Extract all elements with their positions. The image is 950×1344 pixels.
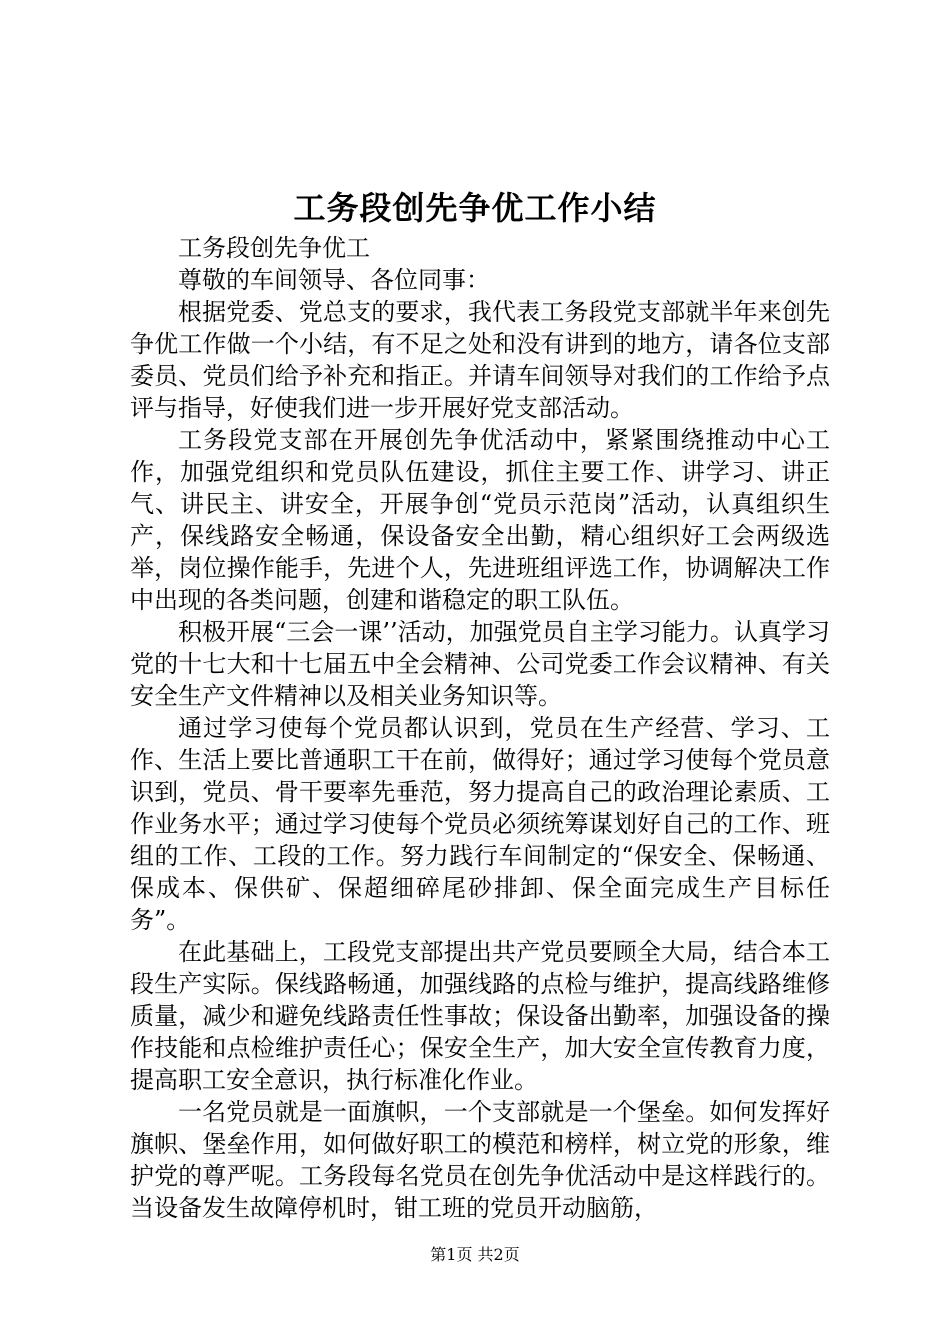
paragraph-activities: 工务段党支部在开展创先争优活动中，紧紧围绕推动中心工作，加强党组织和党员队伍建设，抓住主要工作、讲学习、讲正气、讲民主、讲安全，开展争创“党员示范岗”活动，认真组织生产，保线路安全畅通，保设备安全出勤，精心组织好工会两级选举，岗位操作能手，先进个人，先进班组评选工作，协调解决工作中出现的各类问题，创建和谐稳定的职工队伍。 xyxy=(130,426,830,614)
paragraph-banner: 一名党员就是一面旗帜，一个支部就是一个堡垒。如何发挥好旗帜、堡垒作用，如何做好职工的模范和榜样，树立党的形象，维护党的尊严呢。工务段每名党员在创先争优活动中是这样践行的。当设备发生故障停机时，钳工班的党员开动脑筋， xyxy=(130,1098,830,1222)
paragraph-subtitle: 工务段创先争优工 xyxy=(178,234,370,262)
paragraph-study: 积极开展“三会一课’’活动，加强党员自主学习能力。认真学习党的十七大和十七届五中全会精神、公司党委工作会议精神、有关安全生产文件精神以及相关业务知识等。 xyxy=(130,618,830,710)
paragraph-salutation: 尊敬的车间领导、各位同事： xyxy=(178,266,490,294)
paragraph-awareness: 通过学习使每个党员都认识到，党员在生产经营、学习、工作、生活上要比普通职工干在前，做得好；通过学习使每个党员意识到，党员、骨干要率先垂范，努力提高自己的政治理论素质、工作业务水平；通过学习使每个党员必须统筹谋划好自己的工作、班组的工作、工段的工作。努力践行车间制定的“保安全、保畅通、保成本、保供矿、保超细碎尾砂排卸、保全面完成生产目标任务”。 xyxy=(130,714,830,934)
page-number: 第1页 共2页 xyxy=(430,1245,520,1264)
document-body xyxy=(130,232,830,1224)
document-title: 工务段创先争优工作小结 xyxy=(293,189,657,227)
paragraph-intro: 根据党委、党总支的要求，我代表工务段党支部就半年来创先争优工作做一个小结，有不足之处和没有讲到的地方，请各位支部委员、党员们给予补充和指正。并请车间领导对我们的工作给予点评与指导，好使我们进一步开展好党支部活动。 xyxy=(130,298,830,422)
paragraph-foundation: 在此基础上，工段党支部提出共产党员要顾全大局，结合本工段生产实际。保线路畅通，加强线路的点检与维护，提高线路维修质量，减少和避免线路责任性事故；保设备出勤率，加强设备的操作技能和点检维护责任心；保安全生产，加大安全宣传教育力度，提高职工安全意识，执行标准化作业。 xyxy=(130,938,830,1094)
